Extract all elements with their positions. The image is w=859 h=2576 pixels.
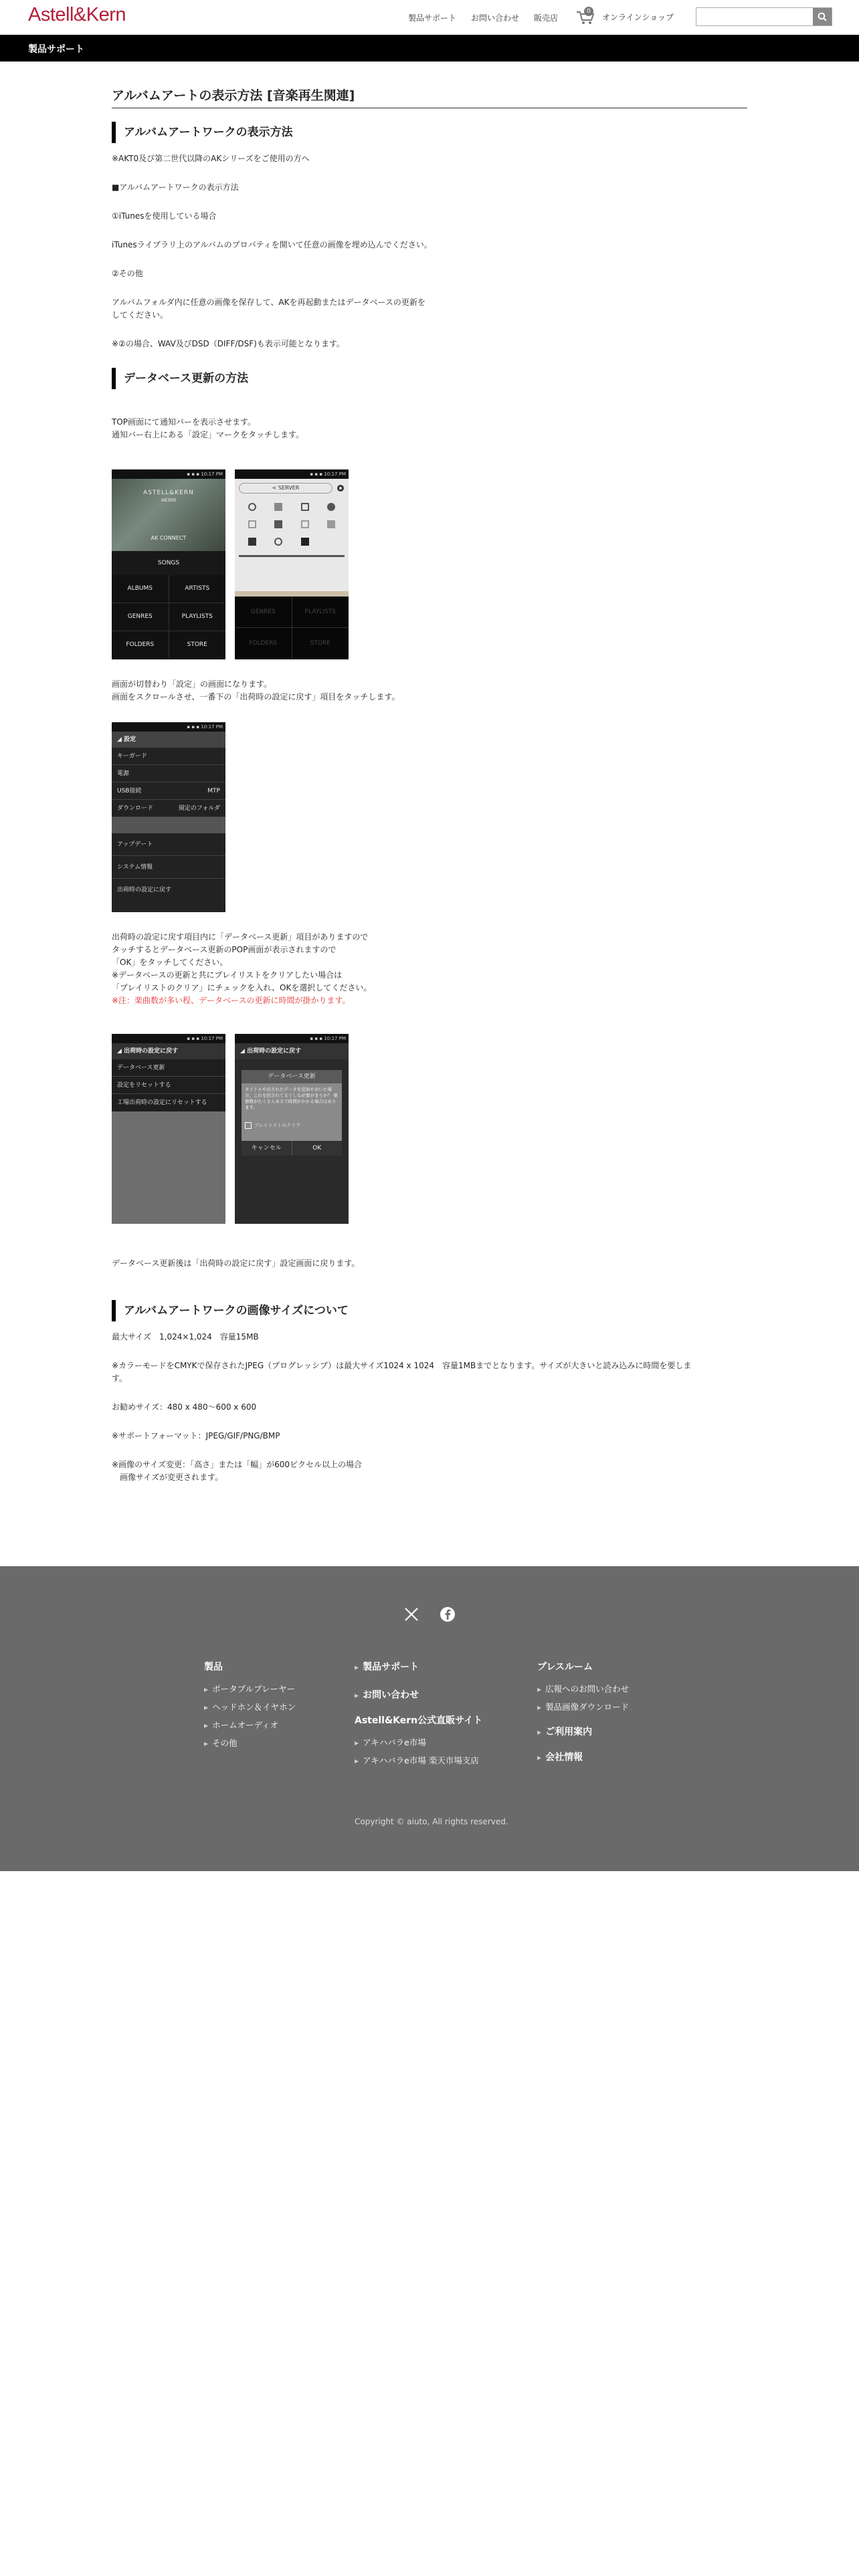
paragraph: 出荷時の設定に戻す項目内に「データベース更新」項目がありますので: [112, 932, 369, 942]
phone-sub: AK300: [161, 498, 177, 503]
nav-support[interactable]: 製品サポート: [408, 13, 457, 23]
settings-item: キーガード: [112, 748, 225, 765]
phone-grid-item: STORE: [169, 631, 226, 659]
paragraph: タッチするとデータベース更新のPOP画面が表示されますので: [112, 945, 337, 954]
phone-grid-item: STORE: [292, 628, 349, 659]
reset-item: データベース更新: [112, 1059, 225, 1077]
screenshot-reset-menu: ▪ ▪ ▪ 10:17 PM ◢ 出荷時の設定に戻す データベース更新 設定をリセットする 工場出荷時の設定にリセットする: [112, 1034, 225, 1224]
sub-header-title[interactable]: 製品サポート: [28, 44, 84, 55]
settings-title: 設定: [124, 736, 136, 743]
db-update-dialog: [242, 1070, 342, 1156]
warning-note: ※注：楽曲数が多い程、データベースの更新に時間が掛かります。: [112, 996, 351, 1005]
footer: [0, 1566, 859, 1871]
paragraph: 画面が切替わり「設定」の画面になります。: [112, 679, 272, 689]
brand-logo[interactable]: Astell&Kern: [28, 4, 126, 25]
screenshot-notification: ▪ ▪ ▪ 10:17 PM < SERVER GENRES PLAYLISTS FOLDERS STORE: [235, 469, 349, 659]
settings-item: ダウンロード 規定のフォルダ: [112, 800, 225, 817]
top-header: [0, 0, 859, 35]
footer-link[interactable]: ▶ 製品サポート: [355, 1660, 482, 1673]
dialog-text: タイトルや出されたデータを追加やおいた場合、これを回されてるぐしな必要がまりか？ 楽器数がたくさんあるで時間がかかる場合はあります。: [245, 1087, 338, 1110]
instructions-block: [112, 931, 371, 1007]
paragraph: ■アルバムアートワークの表示方法: [112, 183, 239, 192]
footer-link[interactable]: ▶ アキハバラe市場: [355, 1736, 482, 1748]
paragraph: TOP画面にて通知バーを表示させます。: [112, 417, 256, 427]
section-heading-display: アルバムアートワークの表示方法: [112, 122, 747, 143]
paragraph: 最大サイズ 1,024×1,024 容量15MB: [112, 1332, 259, 1341]
paragraph: アルバムフォルダ内に任意の画像を保存して、AKを再起動またはデータベースの更新を: [112, 298, 425, 307]
screenshot-home: ▪ ▪ ▪ 10:17 PM ASTELL&KERN AK300 AK CONNECT SONGS ALBUMS ARTISTS GENRES PLAYLISTS FOLDERS STORE: [112, 469, 225, 659]
phone-grid-item: FOLDERS: [235, 628, 292, 659]
footer-link[interactable]: ▶ アキハバラe市場 楽天市場支店: [355, 1754, 482, 1766]
footer-link[interactable]: ▶ 製品画像ダウンロード: [537, 1701, 629, 1713]
paragraph: iTunesライブラリ上のアルバムのプロパティを開いて任意の画像を埋め込んでください。: [112, 240, 432, 249]
settings-item: 出荷時の設定に戻す: [117, 887, 172, 893]
search-button[interactable]: [813, 8, 832, 25]
phone-grid-item: PLAYLISTS: [292, 597, 349, 627]
sub-header: [0, 35, 859, 62]
footer-heading: プレスルーム: [537, 1662, 593, 1673]
paragraph: ※データベースの更新と共にプレイリストをクリアしたい場合は: [112, 970, 343, 980]
footer-link[interactable]: ▶ 会社情報: [537, 1750, 629, 1763]
search-icon: [818, 12, 827, 21]
search-box: [696, 7, 832, 26]
paragraph: 「OK」をタッチしてください。: [112, 958, 228, 967]
footer-col-support: [355, 1660, 482, 1772]
paragraph: お勧めサイズ：480 x 480～600 x 600: [112, 1402, 257, 1412]
phone-grid-item: ALBUMS: [112, 575, 169, 603]
dialog-page-header: ◢ 出荷時の設定に戻す: [235, 1043, 349, 1059]
paragraph: ②その他: [112, 269, 143, 278]
phone-grid: [112, 575, 225, 659]
phone-grid: [235, 597, 349, 659]
online-shop-label[interactable]: オンラインショップ: [602, 12, 674, 22]
phone-grid-item: GENRES: [112, 603, 169, 631]
paragraph: す。: [112, 1374, 128, 1383]
phone-server: < SERVER: [239, 483, 332, 494]
phone-grid-item: FOLDERS: [112, 631, 169, 659]
dialog-ok: OK: [312, 1145, 322, 1152]
footer-link[interactable]: ▶ ご利用案内: [537, 1725, 629, 1738]
notification-panel: [235, 479, 349, 591]
reset-header: ◢ 出荷時の設定に戻す: [112, 1043, 225, 1059]
section-heading-image-size: アルバムアートワークの画像サイズについて: [112, 1300, 747, 1321]
screenshot-db-dialog: ▪ ▪ ▪ 10:17 PM ◢ 出荷時の設定に戻す データベース更新 タイトルや出されたデータを追加やおいた場合、これを回されてるぐしな必要がまりか？ 楽器数がたくさんあるで時間がかかる場合はあります。 プレイリストのクリア キャンセル OK: [235, 1034, 349, 1224]
paragraph: 通知バー右上にある「設定」マークをタッチします。: [112, 430, 304, 439]
settings-item: アップデート: [112, 833, 225, 856]
footer-link[interactable]: ▶ ヘッドホン＆イヤホン: [204, 1701, 296, 1713]
dialog-title: データベース更新: [242, 1070, 342, 1083]
cart-icon[interactable]: [575, 8, 595, 25]
footer-col-products: [204, 1660, 296, 1755]
paragraph: 画面をスクロールさせ、一番下の「出荷時の設定に戻す」項目をタッチします。: [112, 692, 400, 702]
paragraph: 画像サイズが変更されます。: [112, 1473, 223, 1482]
phone-songs: SONGS: [112, 551, 225, 575]
paragraph: ※AKT0及び第二世代以降のAKシリーズをご使用の方へ: [112, 154, 310, 163]
phone-grid-item: PLAYLISTS: [169, 603, 226, 631]
checkbox: [245, 1122, 252, 1129]
settings-item: システム情報: [112, 856, 225, 879]
footer-link[interactable]: ▶ その他: [204, 1737, 296, 1749]
cart-count-badge: 0: [584, 7, 593, 16]
article: [112, 86, 747, 441]
paragraph: データベース更新後は「出荷時の設定に戻す」設定画面に戻ります。: [112, 1259, 360, 1268]
dialog-buttons: [242, 1141, 342, 1156]
paragraph: ①iTunesを使用している場合: [112, 211, 217, 221]
search-input[interactable]: [696, 8, 813, 25]
social-links: [0, 1606, 859, 1622]
phone-brand: ASTELL&KERN: [143, 490, 194, 496]
paragraph: ※画像のサイズ変更：「高さ」または「幅」が600ピクセル以上の場合: [112, 1460, 363, 1469]
page-title: アルバムアートの表示方法 [音楽再生関連]: [112, 86, 747, 108]
nav-dealers[interactable]: 販売店: [534, 13, 559, 23]
settings-item: 電源: [112, 765, 225, 782]
reset-item: 工場出荷時の設定にリセットする: [112, 1094, 225, 1111]
album-banner: [112, 479, 225, 551]
footer-link[interactable]: ▶ お問い合わせ: [355, 1688, 482, 1701]
quick-settings-icons: [239, 503, 345, 546]
copyright: Copyright © aiuto, All rights reserved.: [355, 1817, 508, 1826]
settings-item: USB接続 MTP: [112, 782, 225, 800]
paragraph: ※②の場合、WAV及びDSD（DIFF/DSF)も表示可能となります。: [112, 339, 345, 348]
section-heading-database: データベース更新の方法: [112, 368, 747, 389]
top-nav: [408, 12, 558, 23]
paragraph: 「プレイリストのクリア」にチェックを入れ、OKを選択してください。: [112, 983, 372, 992]
phone-grid-item: GENRES: [235, 597, 292, 627]
facebook-icon[interactable]: [440, 1606, 456, 1622]
dialog-cancel: キャンセル: [242, 1141, 292, 1156]
footer-col-press: [537, 1660, 629, 1769]
paragraph: してください。: [112, 310, 169, 320]
footer-link[interactable]: ▶ ホームオーディオ: [204, 1719, 296, 1731]
playlist-clear-option: プレイリストのクリア: [242, 1119, 342, 1132]
phone-grid-item: ARTISTS: [169, 575, 226, 603]
image-size-section: [112, 1300, 747, 1484]
reset-item: 設定をリセットする: [112, 1077, 225, 1094]
x-twitter-icon[interactable]: [403, 1606, 419, 1622]
screenshot-settings: ▪ ▪ ▪ 10:17 PM ◢ 設定 キーガード 電源 USB接続 MTP ダウンロード 規定のフォルダ アップデート システム情報 出荷時の設定に戻す: [112, 722, 225, 912]
footer-link[interactable]: ▶ 広報へのお問い合わせ: [537, 1683, 629, 1695]
paragraph: ※カラーモードをCMYKで保存されたJPEG（プログレッシブ）は最大サイズ1024 x 1024 容量1MBまでとなります。サイズが大きいと読み込みに時間を要しま: [112, 1361, 692, 1370]
footer-link[interactable]: ▶ ポータブルプレーヤー: [204, 1683, 296, 1695]
paragraph: ※サポートフォーマット：JPEG/GIF/PNG/BMP: [112, 1431, 280, 1440]
online-shop-link[interactable]: [575, 8, 674, 25]
gear-icon: [337, 484, 345, 492]
phone-connect: AK CONNECT: [151, 535, 187, 541]
nav-contact[interactable]: お問い合わせ: [471, 13, 520, 23]
settings-header: ◢ 設定: [112, 732, 225, 748]
footer-heading: 製品: [204, 1662, 223, 1673]
footer-heading: Astell&Kern公式直販サイト: [355, 1715, 483, 1726]
